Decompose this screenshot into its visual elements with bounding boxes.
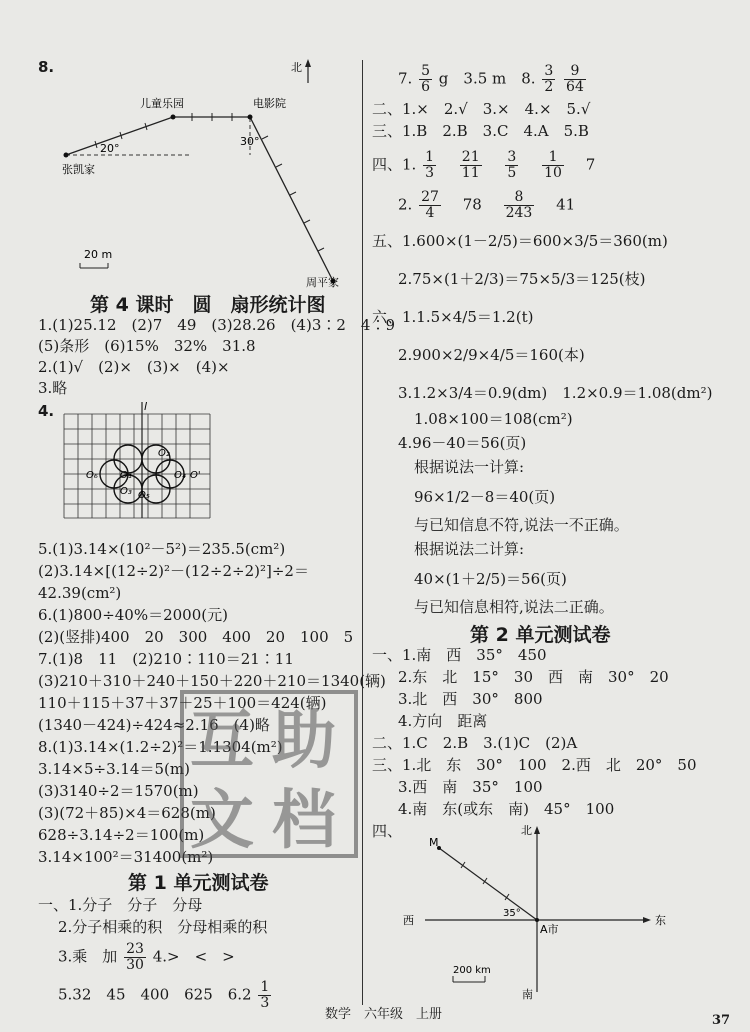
compass-scale: 200 km	[453, 965, 491, 976]
u2g: 3.西 南 35° 100	[398, 778, 543, 796]
r6h: 与已知信息不符,说法一不正确。	[414, 516, 629, 534]
r6e: 4.96－40＝56(页)	[398, 434, 527, 452]
u1a: 一、1.分子 分子 分母	[38, 896, 203, 914]
scale-label: 20 m	[84, 248, 113, 261]
l1b: (5)条形 (6)15% 32% 31.8	[38, 337, 256, 355]
cinema-label: 电影院	[253, 97, 286, 110]
r4b: 2. $\frac{27}{4}$ 78 $\frac{8}{243}$ 41	[398, 189, 576, 221]
u2e: 二、1.C 2.B 3.(1)C (2)A	[372, 734, 578, 752]
compass-west: 西	[403, 914, 414, 927]
q8-number: 8.	[38, 58, 55, 76]
zhou-label: 周平家	[306, 276, 339, 289]
r6j: 40×(1＋2/5)＝56(页)	[414, 570, 567, 588]
l8d: (3)(72＋85)×4＝628(m)	[38, 804, 216, 822]
u2f: 三、1.北 东 30° 100 2.西 北 20° 50	[372, 756, 697, 774]
unit1-title: 第 1 单元测试卷	[128, 872, 269, 894]
label-o7: O'	[190, 470, 201, 481]
compass-south: 南	[522, 988, 533, 1001]
label-o3: O₃	[120, 486, 132, 497]
l7c: 110＋115＋37＋37＋25＋100＝424(辆)	[38, 694, 327, 712]
north-label: 北	[291, 61, 302, 74]
zhang-label: 张凯家	[62, 163, 95, 176]
l8c: (3)3140÷2＝1570(m)	[38, 782, 199, 800]
l2: 2.(1)√ (2)× (3)× (4)×	[38, 358, 230, 376]
lesson4-title: 第 4 课时 圆 扇形统计图	[90, 294, 326, 316]
r7: 7. $\frac{5}{6}$ g 3.5 m 8. $\frac{3}{2}$ $\frac{9}{64}$	[398, 63, 584, 95]
footer-text: 数学 六年级 上册	[325, 1007, 443, 1022]
r6b: 2.900×2/9×4/5＝160(本)	[398, 346, 585, 364]
u1c: 3.乘 加 $\frac{23}{30}$ 4.> < >	[58, 941, 235, 973]
u2c: 3.北 西 30° 800	[398, 690, 543, 708]
label-o4: O₄	[174, 470, 186, 481]
l5c: 42.39(cm²)	[38, 584, 122, 602]
circle-grid-diagram	[62, 398, 212, 520]
ma-line	[439, 848, 537, 920]
label-o2: O₂	[158, 448, 170, 459]
route-map-diagram	[40, 55, 360, 290]
l5: 5.(1)3.14×(10²－5²)＝235.5(cm²)	[38, 540, 286, 558]
l6b: (2)(竖排)400 20 300 400 20 100 5	[38, 628, 354, 646]
frac-1-3: $\frac{1}{3}$	[260, 979, 270, 1011]
unit2-title: 第 2 单元测试卷	[470, 624, 611, 646]
compass-diagram	[395, 820, 695, 1002]
r6c: 3.1.2×3/4＝0.9(dm) 1.2×0.9＝1.08(dm²)	[398, 384, 713, 402]
r3: 三、1.B 2.B 3.C 4.A 5.B	[372, 122, 589, 140]
label-o5: O₅	[138, 490, 150, 501]
svg-text:档: 档	[272, 784, 336, 858]
r5b: 2.75×(1＋2/3)＝75×5/3＝125(枝)	[398, 270, 646, 288]
l1: 1.(1)25.12 (2)7 49 (3)28.26 (4)3∶2 4∶9	[38, 316, 395, 334]
u1b: 2.分子相乘的积 分母相乘的积	[58, 918, 268, 936]
point-a: A市	[540, 923, 559, 936]
park-point	[171, 115, 176, 120]
column-divider	[362, 60, 363, 1005]
angle-20: 20°	[100, 142, 120, 155]
r6i: 根据说法二计算:	[414, 540, 525, 558]
l8b: 3.14×5÷3.14＝5(m)	[38, 760, 190, 778]
u2d: 4.方向 距离	[398, 712, 488, 730]
l5b: (2)3.14×[(12÷2)²－(12÷2÷2)²]÷2＝	[38, 562, 309, 580]
svg-text:文: 文	[190, 784, 254, 858]
cinema-point	[248, 115, 253, 120]
point-m: M	[429, 836, 439, 849]
r6g: 96×1/2－8＝40(页)	[414, 488, 556, 506]
page-number: 37	[712, 1013, 731, 1028]
r5a: 五、1.600×(1－2/5)＝600×3/5＝360(m)	[372, 232, 668, 250]
r6f: 根据说法一计算:	[414, 458, 525, 476]
l7d: (1340－424)÷424≈2.16 (4)略	[38, 716, 270, 734]
u2b: 2.东 北 15° 30 西 南 30° 20	[398, 668, 669, 686]
angle-30: 30°	[240, 135, 260, 148]
r6a: 六、1.1.5×4/5＝1.2(t)	[372, 308, 534, 326]
r6d: 1.08×100＝108(cm²)	[414, 410, 573, 428]
l7b: (3)210＋310＋240＋150＋220＋210＝1340(辆)	[38, 672, 386, 690]
r2: 二、1.× 2.√ 3.× 4.× 5.√	[372, 100, 591, 118]
u2a: 一、1.南 西 35° 450	[372, 646, 547, 664]
l3: 3.略	[38, 379, 68, 397]
u2i: 四、	[372, 822, 403, 840]
l8e: 628÷3.14÷2＝100(m)	[38, 826, 205, 844]
r4: 四、1. $\frac{1}{3}$ $\frac{21}{11}$ $\frac{3}{5}$ $\frac{1}{10}$ 7	[372, 149, 596, 181]
l7: 7.(1)8 11 (2)210∶110＝21∶11	[38, 650, 294, 668]
l4: 4.	[38, 402, 55, 420]
zhang-point	[64, 153, 69, 158]
l8f: 3.14×100²＝31400(m²)	[38, 848, 214, 866]
svg-text:互: 互	[190, 704, 254, 778]
label-o6: O₆	[86, 470, 98, 481]
frac-23-30: $\frac{23}{30}$	[126, 941, 144, 973]
compass-east: 东	[655, 914, 666, 927]
u1d: 5.32 45 400 625 6.2 $\frac{1}{3}$	[58, 979, 270, 1011]
label-o1: O₁	[120, 470, 132, 481]
r6k: 与已知信息相符,说法二正确。	[414, 598, 614, 616]
compass-angle: 35°	[503, 908, 521, 919]
watermark-stamp	[180, 690, 358, 858]
compass-north: 北	[521, 824, 532, 837]
l8: 8.(1)3.14×(1.2÷2)²＝1.1304(m²)	[38, 738, 283, 756]
label-l: l	[144, 400, 148, 413]
u2h: 4.南 东(或东 南) 45° 100	[398, 800, 615, 818]
park-label: 儿童乐园	[140, 97, 184, 110]
svg-text:助: 助	[272, 704, 336, 778]
l6: 6.(1)800÷40%＝2000(元)	[38, 606, 228, 624]
